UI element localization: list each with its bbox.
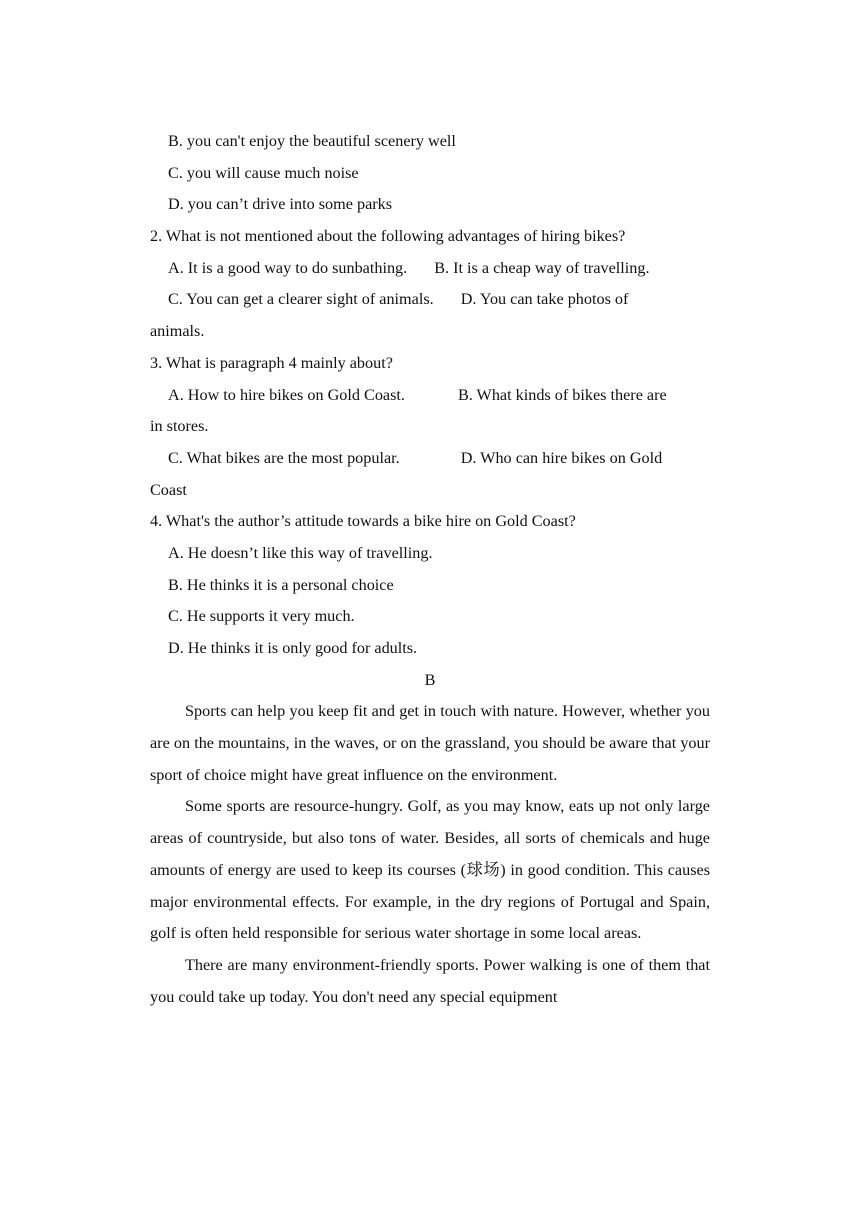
document-body (150, 126, 710, 1013)
section-heading: B (424, 670, 436, 689)
q2-options-cd (150, 284, 710, 316)
q3-options-cd (150, 443, 710, 475)
paragraph-3: There are many environment-friendly sports. Power walking is one of them that you could take up today. You don't need any special equipment (150, 956, 710, 1006)
q3-option-b: B. What kinds of bikes there are (457, 385, 667, 404)
q2-option-d: D. You can take photos of (460, 290, 629, 309)
paragraph-1: Sports can help you keep fit and get in touch with nature. However, whether you are on the mountains, in the waves, or on the grassland, you should be aware that your sport of choice might have great influence on the environment. (150, 702, 710, 784)
q2-stem: 2. What is not mentioned about the following advantages of hiring bikes? (150, 227, 626, 246)
q4-option-d: D. He thinks it is only good for adults. (168, 639, 418, 657)
q4-option-b: B. He thinks it is a personal choice (168, 575, 394, 594)
q2-options-ab (150, 253, 710, 285)
q4-stem: 4. What's the author’s attitude towards a bike hire on Gold Coast? (150, 512, 576, 531)
q3-option-a: A. How to hire bikes on Gold Coast. (168, 385, 405, 404)
q1-option-c: C. you will cause much noise (168, 163, 359, 182)
q3-stem: 3. What is paragraph 4 mainly about? (150, 353, 393, 372)
q1-option-d: D. you can’t drive into some parks (168, 195, 393, 214)
q4-option-c: C. He supports it very much. (168, 607, 355, 626)
q3-option-c: C. What bikes are the most popular. (168, 448, 400, 467)
q3-option-b-continued: in stores. (150, 417, 209, 436)
q4-option-a: A. He doesn’t like this way of travelling. (168, 543, 433, 562)
q3-options-ab (150, 380, 710, 412)
q2-option-b: B. It is a cheap way of travelling. (434, 258, 650, 277)
q2-option-c: C. You can get a clearer sight of animals. (168, 290, 434, 309)
paragraph-2: Some sports are resource-hungry. Golf, as you may know, eats up not only large areas of countryside, but also tons of water. Besides, all sorts of chemicals and huge amounts of energy are used to keep its courses (球场) in good condition. This causes major environmental effects. For example, in the dry regions of Portugal and Spain, golf is often held responsible for serious water shortage in some local areas. (150, 797, 710, 943)
q3-option-d-continued: Coast (150, 480, 187, 499)
q2-option-a: A. It is a good way to do sunbathing. (168, 258, 408, 277)
q2-option-d-continued: animals. (150, 322, 205, 341)
q3-option-d: D. Who can hire bikes on Gold (460, 448, 663, 467)
q1-option-b: B. you can't enjoy the beautiful scenery well (168, 132, 456, 150)
